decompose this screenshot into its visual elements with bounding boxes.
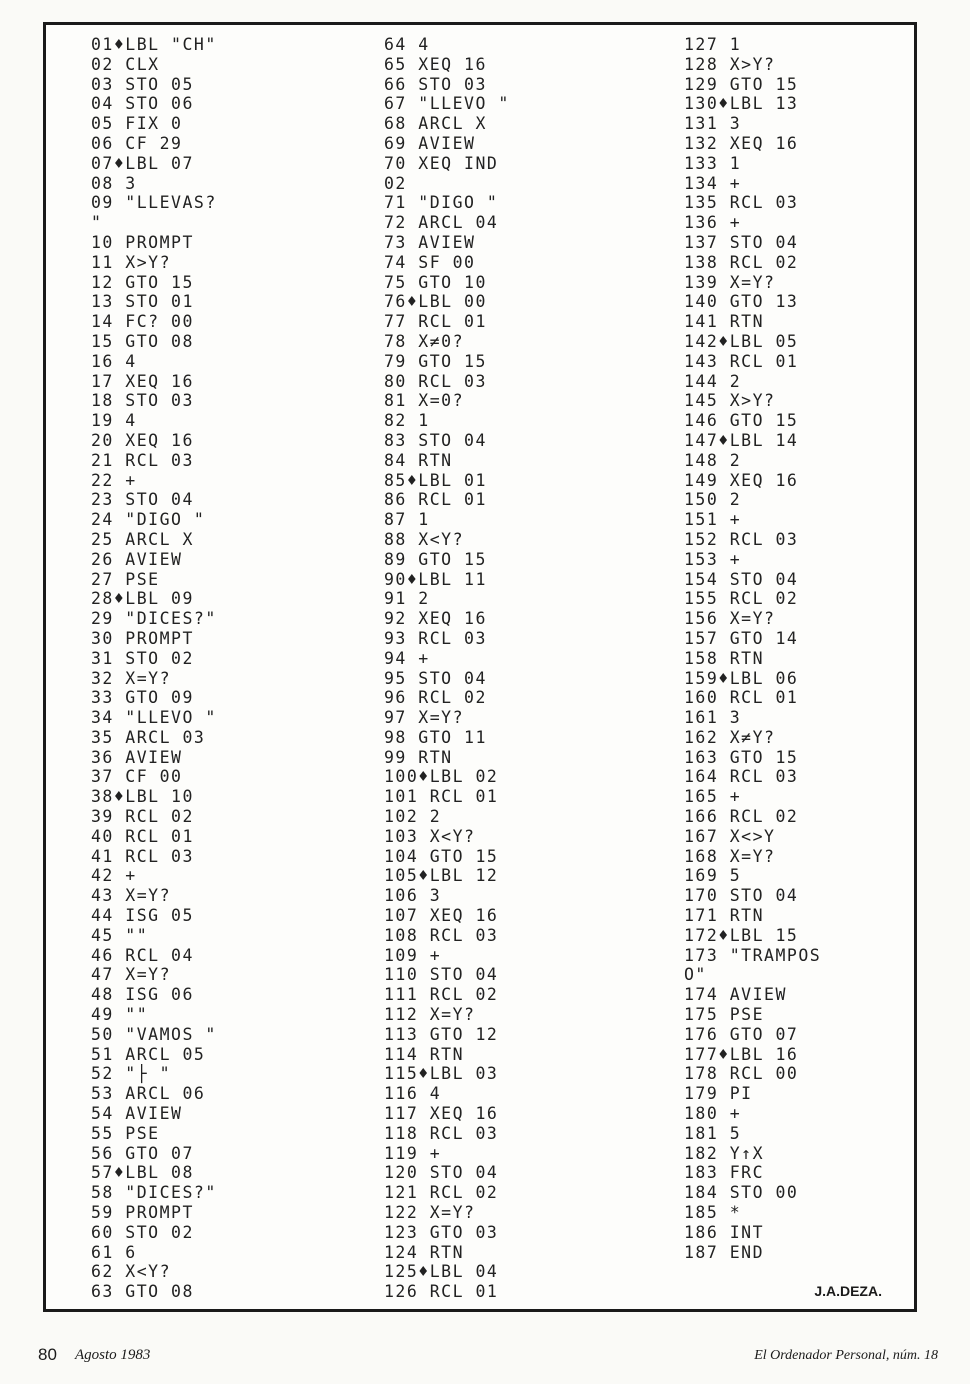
publication-name: El Ordenador Personal, núm. 18 bbox=[754, 1348, 938, 1363]
program-line: 42 + bbox=[91, 866, 137, 886]
program-line: 174 AVIEW bbox=[684, 985, 787, 1005]
program-line: 02 CLX bbox=[91, 54, 160, 74]
program-line: 109 + bbox=[384, 945, 442, 965]
program-line: 25 ARCL X bbox=[91, 529, 194, 549]
listing-column-2 bbox=[384, 35, 510, 1302]
program-line: 74 SF 00 bbox=[384, 252, 476, 272]
program-line: 154 STO 04 bbox=[684, 569, 799, 589]
program-line: 162 X≠Y? bbox=[684, 727, 776, 747]
program-line: 135 RCL 03 bbox=[684, 193, 799, 213]
program-line: 158 RTN bbox=[684, 648, 765, 668]
page-number: 80 bbox=[38, 1345, 57, 1364]
program-line: 30 PROMPT bbox=[91, 628, 194, 648]
program-line: 179 PI bbox=[684, 1084, 753, 1104]
program-line: 84 RTN bbox=[384, 450, 453, 470]
program-line: 157 GTO 14 bbox=[684, 628, 799, 648]
listing-column-1 bbox=[91, 35, 217, 1302]
program-line: 112 X=Y? bbox=[384, 1005, 476, 1025]
program-line: 134 + bbox=[684, 173, 742, 193]
program-line: 81 X=0? bbox=[384, 391, 465, 411]
program-line: 67 "LLEVO " bbox=[384, 94, 510, 114]
program-line: 34 "LLEVO " bbox=[91, 708, 217, 728]
program-line: 04 STO 06 bbox=[91, 94, 194, 114]
program-line: 22 + bbox=[91, 470, 137, 490]
program-line: 68 ARCL X bbox=[384, 114, 487, 134]
program-line: 69 AVIEW bbox=[384, 133, 476, 153]
program-line: 183 FRC bbox=[684, 1163, 765, 1183]
program-line: 145 X>Y? bbox=[684, 391, 776, 411]
program-line: 24 "DIGO " bbox=[91, 510, 206, 530]
program-line: 171 RTN bbox=[684, 906, 765, 926]
program-line: 11 X>Y? bbox=[91, 252, 172, 272]
program-line: 02 bbox=[384, 173, 407, 193]
program-line: 57♦LBL 08 bbox=[91, 1163, 194, 1183]
program-line: 90♦LBL 11 bbox=[384, 569, 487, 589]
program-line: 129 GTO 15 bbox=[684, 74, 799, 94]
program-line: 89 GTO 15 bbox=[384, 549, 487, 569]
program-line: 137 STO 04 bbox=[684, 232, 799, 252]
program-line: 185 * bbox=[684, 1203, 742, 1223]
program-line: 19 4 bbox=[91, 411, 137, 431]
program-line: 187 END bbox=[684, 1242, 765, 1262]
program-line: 48 ISG 06 bbox=[91, 985, 194, 1005]
program-line: 06 CF 29 bbox=[91, 133, 183, 153]
program-line: 98 GTO 11 bbox=[384, 727, 487, 747]
program-line: 38♦LBL 10 bbox=[91, 787, 194, 807]
program-line: 117 XEQ 16 bbox=[384, 1104, 499, 1124]
program-line: 41 RCL 03 bbox=[91, 846, 194, 866]
program-line: 173 "TRAMPOS bbox=[684, 945, 822, 965]
program-line: 168 X=Y? bbox=[684, 846, 776, 866]
program-line: 65 XEQ 16 bbox=[384, 54, 487, 74]
program-line: 156 X=Y? bbox=[684, 609, 776, 629]
program-line: 82 1 bbox=[384, 411, 430, 431]
program-line: 177♦LBL 16 bbox=[684, 1044, 799, 1064]
program-line: 149 XEQ 16 bbox=[684, 470, 799, 490]
program-line: 91 2 bbox=[384, 589, 430, 609]
program-line: 147♦LBL 14 bbox=[684, 430, 799, 450]
program-line: 182 Y↑X bbox=[684, 1143, 765, 1163]
program-line: 128 X>Y? bbox=[684, 54, 776, 74]
program-line: 18 STO 03 bbox=[91, 391, 194, 411]
program-line: 97 X=Y? bbox=[384, 708, 465, 728]
program-line: 54 AVIEW bbox=[91, 1104, 183, 1124]
program-line: 87 1 bbox=[384, 510, 430, 530]
program-line: 86 RCL 01 bbox=[384, 490, 487, 510]
program-line: 161 3 bbox=[684, 708, 742, 728]
program-line: 60 STO 02 bbox=[91, 1222, 194, 1242]
program-line: 05 FIX 0 bbox=[91, 114, 183, 134]
program-line: 27 PSE bbox=[91, 569, 160, 589]
program-line: 46 RCL 04 bbox=[91, 945, 194, 965]
program-line: 123 GTO 03 bbox=[384, 1222, 499, 1242]
program-line: 01♦LBL "CH" bbox=[91, 35, 217, 54]
program-line: 53 ARCL 06 bbox=[91, 1084, 206, 1104]
program-line: 21 RCL 03 bbox=[91, 450, 194, 470]
program-line: 99 RTN bbox=[384, 747, 453, 767]
program-line: 33 GTO 09 bbox=[91, 688, 194, 708]
program-line: 08 3 bbox=[91, 173, 137, 193]
program-line: 15 GTO 08 bbox=[91, 331, 194, 351]
program-line: 14 FC? 00 bbox=[91, 312, 194, 332]
program-line: 77 RCL 01 bbox=[384, 312, 487, 332]
program-line: 95 STO 04 bbox=[384, 668, 487, 688]
program-line: 07♦LBL 07 bbox=[91, 153, 194, 173]
program-line: 181 5 bbox=[684, 1123, 742, 1143]
program-line: 150 2 bbox=[684, 490, 742, 510]
program-line: 105♦LBL 12 bbox=[384, 866, 499, 886]
program-line: 64 4 bbox=[384, 35, 430, 54]
program-line: 44 ISG 05 bbox=[91, 906, 194, 926]
program-line: 167 X<>Y bbox=[684, 826, 776, 846]
program-line: 108 RCL 03 bbox=[384, 925, 499, 945]
program-line: 143 RCL 01 bbox=[684, 351, 799, 371]
program-line: 186 INT bbox=[684, 1222, 765, 1242]
program-line: 72 ARCL 04 bbox=[384, 213, 499, 233]
program-line: 169 5 bbox=[684, 866, 742, 886]
program-line: 62 X<Y? bbox=[91, 1262, 172, 1282]
program-line: 31 STO 02 bbox=[91, 648, 194, 668]
program-line: 28♦LBL 09 bbox=[91, 589, 194, 609]
program-line: 35 ARCL 03 bbox=[91, 727, 206, 747]
program-line: 61 6 bbox=[91, 1242, 137, 1262]
program-line: 83 STO 04 bbox=[384, 430, 487, 450]
program-line: 175 PSE bbox=[684, 1005, 765, 1025]
program-line: 115♦LBL 03 bbox=[384, 1064, 499, 1084]
author-signature: J.A.DEZA. bbox=[814, 1283, 882, 1299]
program-line: 159♦LBL 06 bbox=[684, 668, 799, 688]
program-line: 126 RCL 01 bbox=[384, 1282, 499, 1302]
program-line: 37 CF 00 bbox=[91, 767, 183, 787]
program-line: 40 RCL 01 bbox=[91, 826, 194, 846]
program-line: 165 + bbox=[684, 787, 742, 807]
program-line: 101 RCL 01 bbox=[384, 787, 499, 807]
listing-frame bbox=[43, 22, 917, 1312]
program-line: 52 "├ " bbox=[91, 1064, 172, 1084]
program-line: 51 ARCL 05 bbox=[91, 1044, 206, 1064]
program-line: 170 STO 04 bbox=[684, 886, 799, 906]
program-line: 70 XEQ IND bbox=[384, 153, 499, 173]
program-line: 80 RCL 03 bbox=[384, 371, 487, 391]
program-line: 130♦LBL 13 bbox=[684, 94, 799, 114]
program-line: 92 XEQ 16 bbox=[384, 609, 487, 629]
program-line: 103 X<Y? bbox=[384, 826, 476, 846]
program-line: 49 "" bbox=[91, 1005, 149, 1025]
program-line: 78 X≠0? bbox=[384, 331, 465, 351]
program-line: 163 GTO 15 bbox=[684, 747, 799, 767]
program-line: 119 + bbox=[384, 1143, 442, 1163]
program-line: " bbox=[91, 213, 103, 233]
program-line: 178 RCL 00 bbox=[684, 1064, 799, 1084]
program-line: 43 X=Y? bbox=[91, 886, 172, 906]
program-line: 141 RTN bbox=[684, 312, 765, 332]
program-line: 120 STO 04 bbox=[384, 1163, 499, 1183]
program-line: 96 RCL 02 bbox=[384, 688, 487, 708]
program-line: 142♦LBL 05 bbox=[684, 331, 799, 351]
program-line: 132 XEQ 16 bbox=[684, 133, 799, 153]
program-line: 29 "DICES?" bbox=[91, 609, 217, 629]
program-line: 152 RCL 03 bbox=[684, 529, 799, 549]
program-line: 113 GTO 12 bbox=[384, 1024, 499, 1044]
program-line: 16 4 bbox=[91, 351, 137, 371]
program-line: 93 RCL 03 bbox=[384, 628, 487, 648]
program-line: 122 X=Y? bbox=[384, 1203, 476, 1223]
program-line: 09 "LLEVAS? bbox=[91, 193, 217, 213]
program-line: 20 XEQ 16 bbox=[91, 430, 194, 450]
program-line: 118 RCL 03 bbox=[384, 1123, 499, 1143]
program-line: 153 + bbox=[684, 549, 742, 569]
program-line: 32 X=Y? bbox=[91, 668, 172, 688]
program-line: 104 GTO 15 bbox=[384, 846, 499, 866]
program-line: 39 RCL 02 bbox=[91, 807, 194, 827]
program-line: 58 "DICES?" bbox=[91, 1183, 217, 1203]
program-line: 36 AVIEW bbox=[91, 747, 183, 767]
program-line: 03 STO 05 bbox=[91, 74, 194, 94]
program-line: 138 RCL 02 bbox=[684, 252, 799, 272]
program-line: 17 XEQ 16 bbox=[91, 371, 194, 391]
program-line: 71 "DIGO " bbox=[384, 193, 499, 213]
program-line: 180 + bbox=[684, 1104, 742, 1124]
program-line: 73 AVIEW bbox=[384, 232, 476, 252]
program-line: 148 2 bbox=[684, 450, 742, 470]
program-line: 133 1 bbox=[684, 153, 742, 173]
program-line: 176 GTO 07 bbox=[684, 1024, 799, 1044]
program-line: 166 RCL 02 bbox=[684, 807, 799, 827]
program-line: O" bbox=[684, 965, 707, 985]
program-line: 56 GTO 07 bbox=[91, 1143, 194, 1163]
program-line: 100♦LBL 02 bbox=[384, 767, 499, 787]
program-line: 79 GTO 15 bbox=[384, 351, 487, 371]
program-line: 85♦LBL 01 bbox=[384, 470, 487, 490]
program-line: 59 PROMPT bbox=[91, 1203, 194, 1223]
program-line: 47 X=Y? bbox=[91, 965, 172, 985]
program-line: 121 RCL 02 bbox=[384, 1183, 499, 1203]
program-line: 45 "" bbox=[91, 925, 149, 945]
program-line: 160 RCL 01 bbox=[684, 688, 799, 708]
listing-column-3 bbox=[684, 35, 821, 1262]
program-line: 76♦LBL 00 bbox=[384, 292, 487, 312]
program-line: 88 X<Y? bbox=[384, 529, 465, 549]
program-line: 140 GTO 13 bbox=[684, 292, 799, 312]
program-line: 111 RCL 02 bbox=[384, 985, 499, 1005]
program-line: 116 4 bbox=[384, 1084, 442, 1104]
program-line: 66 STO 03 bbox=[384, 74, 487, 94]
program-line: 155 RCL 02 bbox=[684, 589, 799, 609]
issue-date: Agosto 1983 bbox=[75, 1347, 151, 1363]
program-line: 146 GTO 15 bbox=[684, 411, 799, 431]
program-line: 131 3 bbox=[684, 114, 742, 134]
program-line: 102 2 bbox=[384, 807, 442, 827]
program-line: 151 + bbox=[684, 510, 742, 530]
program-line: 50 "VAMOS " bbox=[91, 1024, 217, 1044]
program-line: 164 RCL 03 bbox=[684, 767, 799, 787]
program-line: 10 PROMPT bbox=[91, 232, 194, 252]
program-line: 144 2 bbox=[684, 371, 742, 391]
program-line: 184 STO 00 bbox=[684, 1183, 799, 1203]
program-line: 26 AVIEW bbox=[91, 549, 183, 569]
program-line: 114 RTN bbox=[384, 1044, 465, 1064]
program-line: 12 GTO 15 bbox=[91, 272, 194, 292]
program-line: 75 GTO 10 bbox=[384, 272, 487, 292]
program-line: 107 XEQ 16 bbox=[384, 906, 499, 926]
program-line: 139 X=Y? bbox=[684, 272, 776, 292]
program-line: 136 + bbox=[684, 213, 742, 233]
program-line: 106 3 bbox=[384, 886, 442, 906]
program-line: 110 STO 04 bbox=[384, 965, 499, 985]
program-line: 125♦LBL 04 bbox=[384, 1262, 499, 1282]
program-line: 13 STO 01 bbox=[91, 292, 194, 312]
program-line: 94 + bbox=[384, 648, 430, 668]
program-line: 124 RTN bbox=[384, 1242, 465, 1262]
program-line: 127 1 bbox=[684, 35, 742, 54]
program-line: 55 PSE bbox=[91, 1123, 160, 1143]
program-line: 63 GTO 08 bbox=[91, 1282, 194, 1302]
program-line: 23 STO 04 bbox=[91, 490, 194, 510]
program-line: 172♦LBL 15 bbox=[684, 925, 799, 945]
